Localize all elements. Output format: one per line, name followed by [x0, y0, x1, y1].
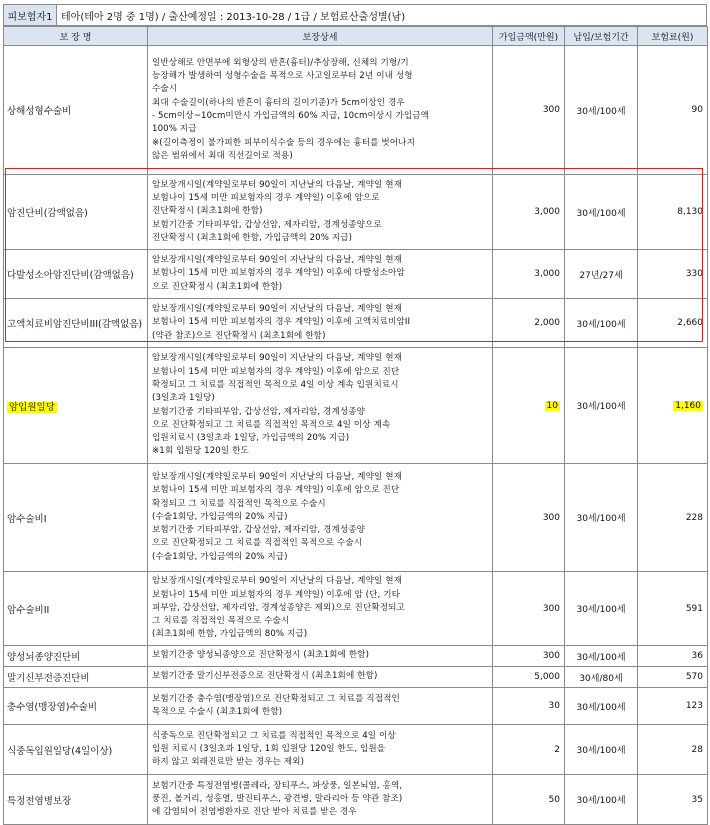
- table-row: [4, 299, 708, 348]
- coverage-detail: 암보장개시일(계약일로부터 90일이 지난날의 다음날, 계약일 현재 보험나이 15세 미만 피보험자의 경우 계약일) 이후에 암으로 진단확정시 (최초1회에 한함) 보험기간중 기타피부암, 갑상선암, 제자리암, 경계성종양으로 진단확정시 (최초1회에 한함, 가입금액의 20% 지급): [148, 175, 493, 250]
- coverage-term: 30세/100세: [565, 299, 638, 348]
- coverage-premium: 35: [638, 775, 708, 825]
- coverage-name: 충수염(맹장염)수술비: [4, 688, 148, 725]
- coverage-name: 특정전염병보장: [4, 775, 148, 825]
- coverage-term: 30세/100세: [565, 464, 638, 572]
- coverage-amount: 300: [493, 572, 565, 646]
- table-row: [4, 175, 708, 250]
- coverage-detail: 보험기간중 충수염(맹장염)으로 진단확정되고 그 치료를 직접적인 목적으로 수술시 (최초1회에 한함): [148, 688, 493, 725]
- coverage-premium: 2,660: [638, 299, 708, 348]
- coverage-term: 30세/100세: [565, 646, 638, 667]
- col-header-term: 납입/보험기간: [565, 27, 638, 46]
- coverage-term: 30세/100세: [565, 725, 638, 775]
- coverage-table: [3, 26, 708, 825]
- coverage-amount: 300: [493, 464, 565, 572]
- coverage-amount: 30: [493, 688, 565, 725]
- coverage-term: 27년/27세: [565, 250, 638, 299]
- coverage-term: 30세/100세: [565, 348, 638, 464]
- coverage-premium: 8,130: [638, 175, 708, 250]
- coverage-term: 30세/100세: [565, 46, 638, 175]
- coverage-premium: 28: [638, 725, 708, 775]
- coverage-detail: 암보장개시일(계약일로부터 90일이 지난날의 다음날, 계약일 현재 보험나이 15세 미만 피보험자의 경우 계약일) 이후에 암으로 진단 확정되고 그 치료를 직접적인 목적으로 4일 이상 계속 입원치료시 (3일초과 1일당) 보험기간중 기타피부암, 갑상선암, 제자리암, 경계성종양 으로 진단확정되고 그 치료를 직접적인 목적으로 4일 이상 계속 입원치료시 (3일초과 1일당, 가입금액의 20% 지급) ※1회 입원당 120일 한도: [148, 348, 493, 464]
- coverage-name: [4, 348, 148, 464]
- highlighted-premium: 1,160: [675, 400, 701, 411]
- coverage-amount: 3,000: [493, 250, 565, 299]
- coverage-detail: 일반상해로 안면부에 외형상의 반흔(흉터)/추상장해, 신체의 기형/기 능장해가 발생하여 성형수술을 목적으로 사고일로부터 2년 이내 성형 수술시 최대 수술길이(하나의 반흔이 흉터의 길이기준)가 5cm이상인 경우 - 5cm이상~10cm미만시 가입금액의 60% 지급, 10cm이상시 가입금액 100% 지급 ※(길이측정이 불가피한 피부이식수술 등의 경우에는 흉터를 벗어나지 않은 범위에서 최대 직선길이로 적용): [148, 46, 493, 175]
- coverage-amount: 5,000: [493, 667, 565, 688]
- table-row: [4, 572, 708, 646]
- coverage-detail: 보험기간중 양성뇌종양으로 진단확정시 (최초1회에 한함): [148, 646, 493, 667]
- highlighted-name: 암입원일당: [9, 401, 55, 413]
- coverage-term: 30세/100세: [565, 775, 638, 825]
- coverage-name: 암수술비II: [4, 572, 148, 646]
- col-header-name: 보 장 명: [4, 27, 148, 46]
- table-row: [4, 667, 708, 688]
- coverage-premium: 330: [638, 250, 708, 299]
- table-row: [4, 46, 708, 175]
- coverage-term: 30세/80세: [565, 667, 638, 688]
- table-row: [4, 646, 708, 667]
- coverage-name: 암진단비(감액없음): [4, 175, 148, 250]
- coverage-premium: 570: [638, 667, 708, 688]
- coverage-detail: 식중독으로 진단확정되고 그 치료를 직접적인 목적으로 4일 이상 입원 치료시 (3일초과 1일당, 1회 입원당 120일 한도, 입원을 하지 않고 외래진료만 받는 경우는 제외): [148, 725, 493, 775]
- coverage-premium: 123: [638, 688, 708, 725]
- coverage-term: 30세/100세: [565, 572, 638, 646]
- coverage-detail: 보험기간중 말기신부전증으로 진단확정시 (최초1회에 한함): [148, 667, 493, 688]
- table-row: [4, 464, 708, 572]
- insured-label: 피보험자1: [4, 5, 57, 25]
- coverage-name: 상해성형수술비: [4, 46, 148, 175]
- insured-header: [3, 4, 707, 26]
- coverage-name: 암수술비I: [4, 464, 148, 572]
- coverage-premium: 36: [638, 646, 708, 667]
- coverage-name: 식중독입원일당(4일이상): [4, 725, 148, 775]
- table-row: [4, 688, 708, 725]
- coverage-term: 30세/100세: [565, 688, 638, 725]
- table-row: [4, 348, 708, 464]
- highlighted-amount: 10: [546, 400, 558, 411]
- coverage-premium: 591: [638, 572, 708, 646]
- coverage-premium: 228: [638, 464, 708, 572]
- coverage-detail: 암보장개시일(계약일로부터 90일이 지난날의 다음날, 계약일 현재 보험나이 15세 미만 피보험자의 경우 계약일) 이후에 암으로 진단 확정되고 그 치료를 직접적인 목적으로 수술시 (수술1회당, 가입금액의 20% 지급) 보험기간중 기타피부암, 갑상선암, 제자리암, 경계성종양 으로 진단확정되고 그 치료를 직접적인 목적으로 수술시 (수술1회당, 가입금액의 20% 지급): [148, 464, 493, 572]
- coverage-amount: 2,000: [493, 299, 565, 348]
- coverage-term: 30세/100세: [565, 175, 638, 250]
- coverage-amount: 300: [493, 46, 565, 175]
- table-header-row: [4, 27, 708, 46]
- coverage-premium: [638, 348, 708, 464]
- table-row: [4, 775, 708, 825]
- coverage-name: 말기신부전증진단비: [4, 667, 148, 688]
- coverage-amount: 2: [493, 725, 565, 775]
- coverage-detail: 보험기간중 특정전염병(콜레라, 장티푸스, 파상풍, 일본뇌염, 홍역, 풍진, 볼거리, 성홍열, 발진티푸스, 광견병, 말라리아 등 약관 참조) 에 감염되어 전염병환자로 진단 받아 치료를 받은 경우: [148, 775, 493, 825]
- coverage-amount: [493, 348, 565, 464]
- table-row: [4, 725, 708, 775]
- coverage-premium: 90: [638, 46, 708, 175]
- col-header-premium: 보험료(원): [638, 27, 708, 46]
- coverage-detail: 암보장개시일(계약일로부터 90일이 지난날의 다음날, 계약일 현재 보험나이 15세 미만 피보험자의 경우 계약일) 이후에 다발성소아암 으로 진단확정시 (최초1회에 한함): [148, 250, 493, 299]
- col-header-detail: 보장상세: [148, 27, 493, 46]
- coverage-amount: 300: [493, 646, 565, 667]
- coverage-detail: 암보장개시일(계약일로부터 90일이 지난날의 다음날, 계약일 현재 보험나이 15세 미만 피보험자의 경우 계약일) 이후에 고액치료비암II (약관 참조)으로 진단확정시 (최초1회에 한함): [148, 299, 493, 348]
- insured-info: 테아(테아 2명 중 1명) / 출산예정일 : 2013-10-28 / 1급 / 보험료산출성별(남): [61, 11, 406, 23]
- coverage-detail: 암보장개시일(계약일로부터 90일이 지난날의 다음날, 계약일 현재 보험나이 15세 미만 피보험자의 경우 계약일) 이후에 암 (단, 기타 피부암, 갑상선암, 제자리암, 경계성종양은 제외)으로 진단확정되고 그 치료를 직접적인 목적으로 수술시 (최초1회에 한함, 가입금액의 80% 지급): [148, 572, 493, 646]
- coverage-name: 고액치료비암진단비III(감액없음): [4, 299, 148, 348]
- col-header-amount: 가입금액(만원): [493, 27, 565, 46]
- coverage-name: 다발성소아암진단비(감액없음): [4, 250, 148, 299]
- coverage-name: 양성뇌종양진단비: [4, 646, 148, 667]
- coverage-amount: 3,000: [493, 175, 565, 250]
- coverage-sheet: [3, 4, 707, 825]
- coverage-amount: 50: [493, 775, 565, 825]
- table-row: [4, 250, 708, 299]
